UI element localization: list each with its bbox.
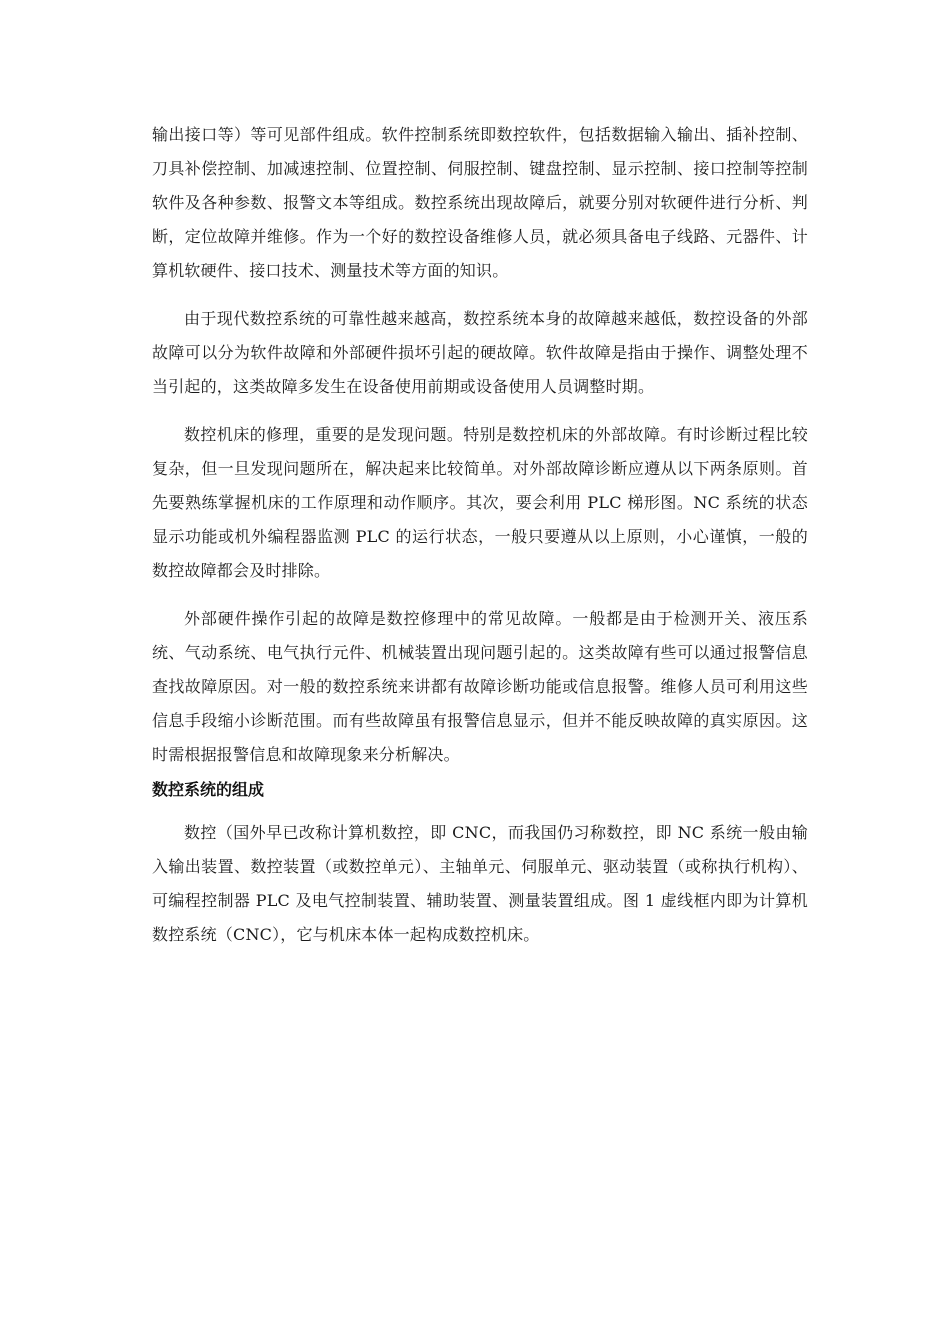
paragraph-system-composition: 数控（国外早已改称计算机数控，即 CNC，而我国仍习称数控，即 NC 系统一般由输入输出装置、数控装置（或数控单元）、主轴单元、伺服单元、驱动装置（或称执行机构）、可编程控制器 PLC 及电气控制装置、辅助装置、测量装置组成。图 1 虚线框内即为计算机数控系统（CNC），它与机床本体一起构成数控机床。 (152, 823, 808, 944)
paragraph-reliability: 由于现代数控系统的可靠性越来越高，数控系统本身的故障越来越低，数控设备的外部故障可以分为软件故障和外部硬件损坏引起的硬故障。软件故障是指由于操作、调整处理不当引起的，这类故障多发生在设备使用前期或设备使用人员调整时期。 (152, 309, 808, 396)
section-heading: 数控系统的组成 (152, 780, 265, 799)
document-page (152, 118, 808, 952)
paragraph-hardware-faults: 外部硬件操作引起的故障是数控修理中的常见故障。一般都是由于检测开关、液压系统、气动系统、电气执行元件、机械装置出现问题引起的。这类故障有些可以通过报警信息查找故障原因。对一般的数控系统来讲都有故障诊断功能或信息报警。维修人员可利用这些信息手段缩小诊断范围。而有些故障虽有报警信息显示，但并不能反映故障的真实原因。这时需根据报警信息和故障现象来分析解决。 (152, 609, 808, 764)
paragraph-repair-principles: 数控机床的修理，重要的是发现问题。特别是数控机床的外部故障。有时诊断过程比较复杂，但一旦发现问题所在，解决起来比较简单。对外部故障诊断应遵从以下两条原则。首先要熟练掌握机床的工作原理和动作顺序。其次，要会利用 PLC 梯形图。NC 系统的状态显示功能或机外编程器监测 PLC 的运行状态，一般只要遵从以上原则，小心谨慎，一般的数控故障都会及时排除。 (152, 425, 808, 580)
paragraph-continuation: 输出接口等）等可见部件组成。软件控制系统即数控软件，包括数据输入输出、插补控制、刀具补偿控制、加减速控制、位置控制、伺服控制、键盘控制、显示控制、接口控制等控制软件及各种参数、报警文本等组成。数控系统出现故障后，就要分别对软硬件进行分析、判断，定位故障并维修。作为一个好的数控设备维修人员，就必须具备电子线路、元器件、计算机软硬件、接口技术、测量技术等方面的知识。 (152, 125, 808, 280)
